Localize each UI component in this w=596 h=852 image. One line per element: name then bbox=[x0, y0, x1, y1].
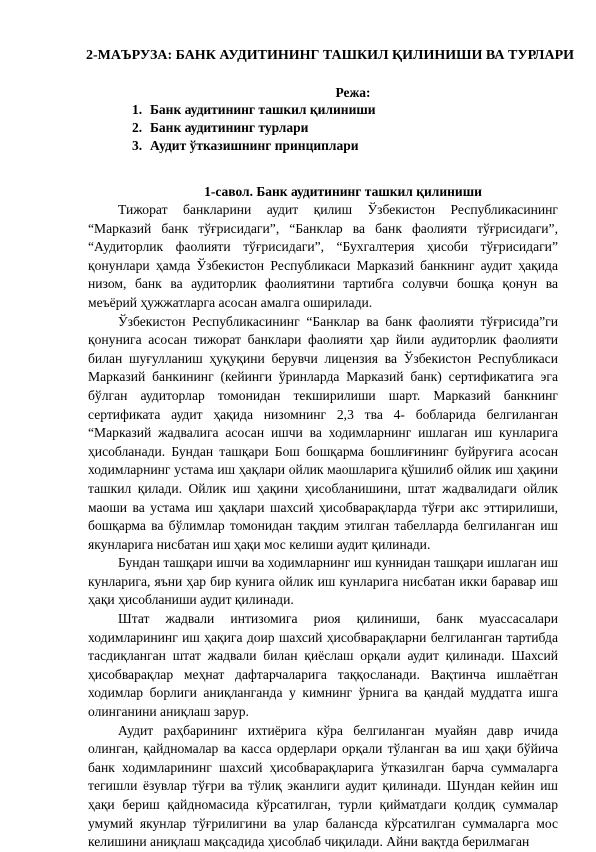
paragraph: Бундан ташқари ишчи ва ходимларнинг иш куннидан ташқари ишлаган иш кунларига, яъни ҳар бир кунига ойлик иш кунларига нисбатан икки баравар иш ҳақи ҳисобланиши аудит қилинади. bbox=[88, 555, 558, 608]
plan-item bbox=[132, 137, 376, 155]
paragraph: Тижорат банкларини аудит қилиш Ўзбекистон Республикасининг “Марказий банк тўғрисидаги”, “Банклар ва банк фаолияти тўғрисидаги”, “Аудиторлик фаолияти тўғрисидаги”, “Бухгалтерия ҳисоби тўғрисидаги” қонунлари ҳамда Ўзбекистон Республикаси Марказий банкнинг аудит ҳақида низом, банк ва аудиторлик фаолиятини тартибга солувчи бошқа қонун ва меъёрий ҳужжатларга асосан амалга оширилади. bbox=[88, 202, 558, 310]
plan-list bbox=[132, 101, 376, 155]
paragraph: Ўзбекистон Республикасининг “Банклар ва банк фаолияти тўғрисида”ги қонунига асосан тижорат банклари фаолияти ҳар йили аудиторлик фаолияти билан шуғулланиш ҳуқуқини берувчи лицензия ва Ўзбекистон Республикаси Марказий банкининг (кейинги ўринларда Марказий банк) сертификатига эга бўлган аудиторлар томонидан текширилиши шарт. Марказий банкнинг сертификата аудит ҳақида низомнинг 2,3 тва 4- бобларида белгиланган “Марказий жадвалига асосан ишчи ва ходимларнинг ишлаган иш кунларига ҳисобланади. Бундан ташқари Бош бошқарма бошлиғининг буйруғига асосан ходимларнинг устама иш ҳақлари ойлик маошларига қўшилиб ойлик иш ҳақини ташкил қилади. Ойлик иш ҳақини ҳисобланишини, штат жадвалидаги ойлик маоши ва устама иш ҳақлари шахсий ҳисобварақларда тўғри акс эттирилиши, бошқарма ва бўлимлар томонидан тақдим этилган табелларда белгиланган иш якунларига нисбатан иш ҳақи мос келиши аудит қилинади. bbox=[88, 313, 558, 552]
plan-item-text: Банк аудитининг ташкил қилиниши bbox=[150, 102, 376, 117]
plan-heading: Режа: bbox=[335, 85, 371, 100]
plan-item-text: Аудит ўтказишнинг принциплари bbox=[150, 138, 359, 153]
plan-item bbox=[132, 101, 376, 119]
plan-item-number: 2. bbox=[132, 120, 143, 135]
section-heading: 1-савол. Банк аудитининг ташкил қилиниши bbox=[204, 184, 482, 199]
lecture-title: 2-МАЪРУЗА: БАНК АУДИТИНИНГ ТАШКИЛ ҚИЛИНИШИ ВА ТУРЛАРИ bbox=[85, 48, 575, 63]
plan-item bbox=[132, 119, 376, 137]
plan-item-text: Банк аудитининг турлари bbox=[150, 120, 309, 135]
paragraph: Аудит раҳбарининг ихтиёрига кўра белгиланган муайян давр ичида олинган, қайдномалар ва касса ордерлари орқали тўланган ва иш ҳақи бўйича банк ходимларининг шахсий ҳисобварақларига ўтказилган барча суммаларга тегишли ёзувлар тўғри ва тўлиқ эканлиги аудит қилинади. Шундан кейин иш ҳақи бериш қайдномасида кўрсатилган, турли қийматдаги қолдиқ суммалар умумий якунлар тўғрилигини ва улар балансда кўрсатилган суммаларга мос келишини аниқлаш мақсадида ҳисоблаб чиқилади. Айни вақтда берилмаган bbox=[88, 722, 558, 850]
body-text bbox=[88, 201, 558, 852]
plan-item-number: 3. bbox=[132, 138, 143, 153]
plan-item-number: 1. bbox=[132, 102, 143, 117]
paragraph: Штат жадвали интизомига риоя қилиниши, банк муассасалари ходимларининг иш ҳақига доир шахсий ҳисобварақларни белгиланган тартибда тасдиқланган штат жадвали билан қиёслаш орқали аудит қилинади. Шахсий ҳисобварақлар меҳнат дафтарчаларига таққосланади. Вақтинча ишлаётган ходимлар борлиги аниқланганда у кимнинг ўрнига ва қандай муддатга ишга олинганини аниқлаш зарур. bbox=[88, 611, 558, 720]
